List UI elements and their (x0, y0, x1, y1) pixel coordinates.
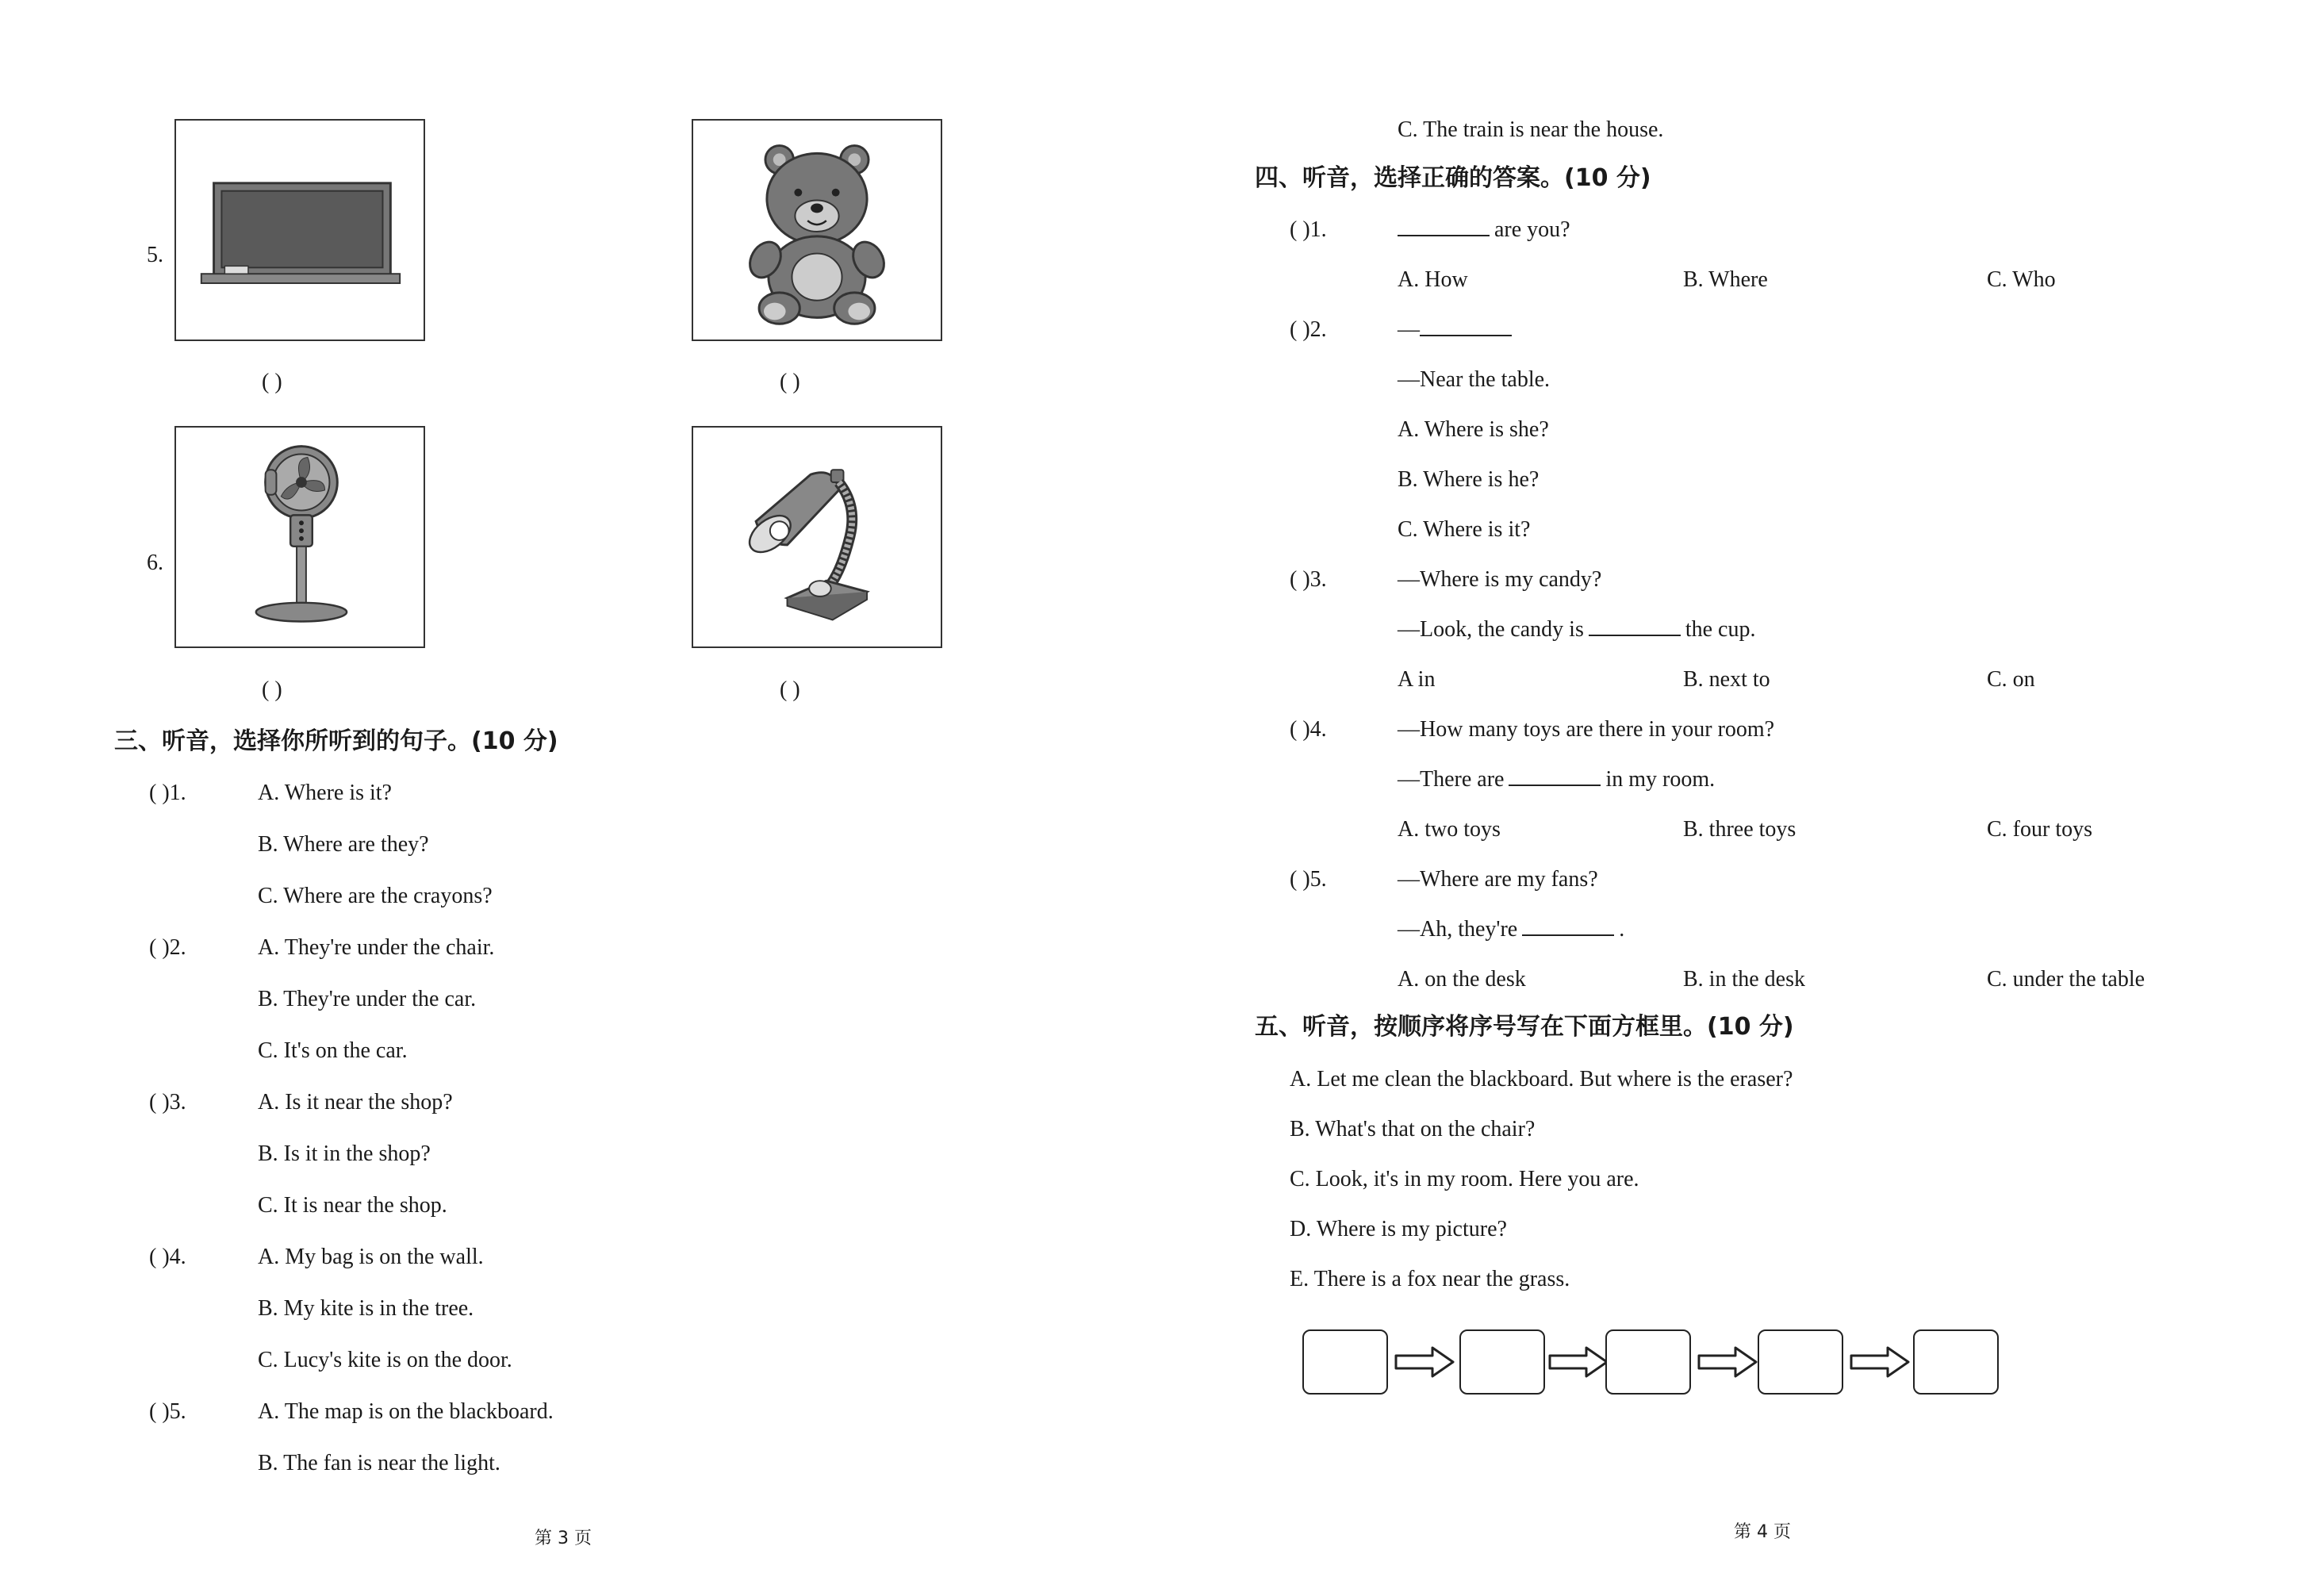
option-b: B. in the desk (1683, 967, 1805, 992)
picture-number-6: 6. (147, 551, 163, 575)
answer-blank[interactable] (1589, 634, 1681, 636)
option-a: A. two toys (1398, 817, 1501, 842)
question-paren[interactable]: ( )2. (149, 935, 186, 960)
lamp-picture (692, 426, 942, 648)
blackboard-icon (176, 121, 424, 340)
blackboard-picture (174, 119, 425, 341)
sentence-item: E. There is a fox near the grass. (1290, 1267, 1570, 1291)
teddy-bear-picture (692, 119, 942, 341)
reply-text: —Look, the candy is the cup. (1398, 617, 1756, 642)
answer-paren[interactable]: ( ) (262, 370, 282, 394)
option-c: C. Where is it? (1398, 517, 1531, 542)
option-text: A. My bag is on the wall. (258, 1245, 484, 1269)
option-text: B. The fan is near the light. (258, 1451, 500, 1475)
question-paren[interactable]: ( )3. (149, 1090, 186, 1115)
option-c: C. Who (1987, 267, 2056, 292)
answer-paren[interactable]: ( ) (780, 677, 800, 702)
section3-heading: 三、听音，选择你所听到的句子。(10 分) (114, 727, 558, 755)
question-paren[interactable]: ( )2. (1290, 317, 1327, 342)
option-text: B. Is it in the shop? (258, 1141, 431, 1166)
reply-text: —Near the table. (1398, 367, 1551, 392)
option-text: A. The map is on the blackboard. (258, 1399, 554, 1424)
carryover-option: C. The train is near the house. (1398, 117, 1664, 142)
section5-heading: 五、听音，按顺序将序号写在下面方框里。(10 分) (1255, 1013, 1794, 1041)
page-number: 第 3 页 (535, 1529, 592, 1548)
fan-picture (174, 426, 425, 648)
sentence-item: C. Look, it's in my room. Here you are. (1290, 1167, 1639, 1191)
option-text: A. Is it near the shop? (258, 1090, 453, 1115)
option-text: B. They're under the car. (258, 987, 477, 1011)
option-a: A. How (1398, 267, 1468, 292)
option-c: C. on (1987, 667, 2035, 692)
question-text: —Where are my fans? (1398, 867, 1598, 892)
option-text: C. Where are the crayons? (258, 884, 493, 908)
sentence-item: A. Let me clean the blackboard. But where is the eraser? (1290, 1067, 1793, 1091)
option-text: B. My kite is in the tree. (258, 1296, 474, 1321)
option-a: A. Where is she? (1398, 417, 1549, 442)
question-paren[interactable]: ( )1. (149, 781, 186, 805)
option-text: B. Where are they? (258, 832, 429, 857)
electric-fan-icon (176, 428, 424, 646)
answer-blank[interactable] (1398, 234, 1490, 236)
answer-box-4[interactable] (1758, 1329, 1843, 1395)
option-text: C. Lucy's kite is on the door. (258, 1348, 512, 1372)
answer-blank[interactable] (1522, 934, 1614, 936)
question-paren[interactable]: ( )4. (149, 1245, 186, 1269)
teddy-bear-icon (693, 121, 941, 340)
reply-text: —Ah, they're . (1398, 917, 1625, 942)
question-paren[interactable]: ( )5. (149, 1399, 186, 1424)
desk-lamp-icon (693, 428, 941, 646)
question-text: —Where is my candy? (1398, 567, 1602, 592)
picture-number-5: 5. (147, 243, 163, 267)
question-text: — (1398, 319, 1517, 341)
sentence-item: B. What's that on the chair? (1290, 1117, 1536, 1141)
answer-box-5[interactable] (1913, 1329, 1999, 1395)
answer-box-3[interactable] (1605, 1329, 1691, 1395)
answer-blank[interactable] (1420, 334, 1512, 336)
right-arrow-icon (1697, 1346, 1758, 1378)
option-text: C. It is near the shop. (258, 1193, 447, 1218)
page-number: 第 4 页 (1734, 1522, 1791, 1542)
reply-text: —There are in my room. (1398, 767, 1716, 792)
option-c: C. under the table (1987, 967, 2145, 992)
sentence-item: D. Where is my picture? (1290, 1217, 1507, 1241)
question-paren[interactable]: ( )1. (1290, 217, 1327, 242)
right-arrow-icon (1548, 1346, 1609, 1378)
question-paren[interactable]: ( )4. (1290, 717, 1327, 742)
option-a: A. on the desk (1398, 967, 1526, 992)
option-b: B. Where is he? (1398, 467, 1540, 492)
option-text: A. Where is it? (258, 781, 392, 805)
right-arrow-icon (1394, 1346, 1455, 1378)
option-b: B. Where (1683, 267, 1768, 292)
section4-heading: 四、听音，选择正确的答案。(10 分) (1255, 164, 1651, 192)
option-text: A. They're under the chair. (258, 935, 495, 960)
question-paren[interactable]: ( )5. (1290, 867, 1327, 892)
question-paren[interactable]: ( )3. (1290, 567, 1327, 592)
option-b: B. three toys (1683, 817, 1796, 842)
option-text: C. It's on the car. (258, 1038, 408, 1063)
option-b: B. next to (1683, 667, 1770, 692)
answer-box-1[interactable] (1302, 1329, 1388, 1395)
question-text: are you? (1398, 219, 1570, 241)
right-arrow-icon (1850, 1346, 1910, 1378)
answer-paren[interactable]: ( ) (262, 677, 282, 702)
question-text: —How many toys are there in your room? (1398, 717, 1775, 742)
option-a: A in (1398, 667, 1436, 692)
answer-box-2[interactable] (1459, 1329, 1545, 1395)
option-c: C. four toys (1987, 817, 2092, 842)
answer-blank[interactable] (1509, 784, 1601, 786)
answer-paren[interactable]: ( ) (780, 370, 800, 394)
